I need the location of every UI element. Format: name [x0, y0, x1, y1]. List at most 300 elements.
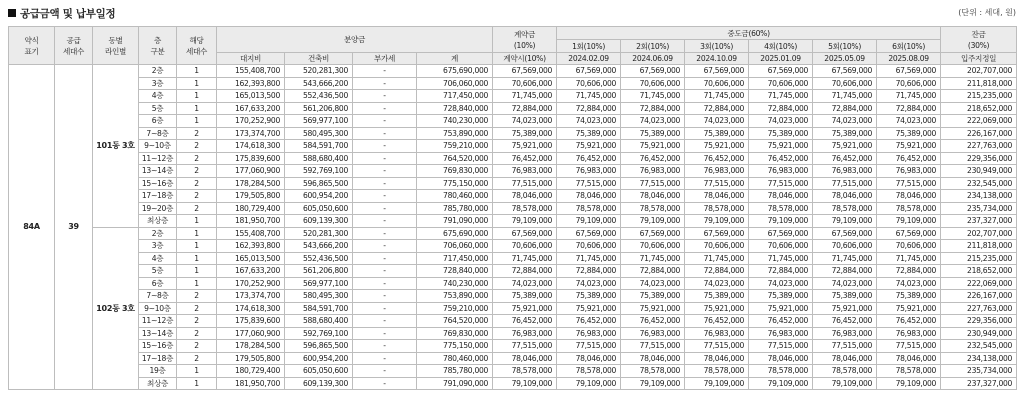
households-cell: 1	[177, 277, 217, 290]
mid-4-cell: 67,569,000	[749, 227, 813, 240]
mid-5-cell: 75,921,000	[813, 140, 877, 153]
mid-2-cell: 78,578,000	[621, 365, 685, 378]
square-bullet-icon	[8, 9, 16, 17]
mid-5-cell: 72,884,000	[813, 102, 877, 115]
header-contract-line1: 계약금	[513, 29, 536, 39]
header-supply-count	[55, 27, 93, 65]
header-line-line1: 동별	[108, 35, 123, 45]
mid-2-cell: 75,389,000	[621, 127, 685, 140]
mid-2-cell: 70,606,000	[621, 77, 685, 90]
contract-cell: 71,745,000	[493, 252, 557, 265]
contract-cell: 77,515,000	[493, 177, 557, 190]
mid-1-cell: 77,515,000	[557, 177, 621, 190]
building-cell: 561,206,800	[285, 102, 353, 115]
floor-cell: 5층	[139, 102, 177, 115]
balance-cell: 218,652,000	[941, 102, 1017, 115]
mid-2-cell: 77,515,000	[621, 177, 685, 190]
vat-cell: -	[353, 240, 417, 253]
total-cell: 759,210,000	[417, 140, 493, 153]
vat-cell: -	[353, 77, 417, 90]
mid-5-cell: 79,109,000	[813, 215, 877, 228]
building-cell: 600,954,200	[285, 190, 353, 203]
building-cell: 520,281,300	[285, 65, 353, 78]
mid-4-cell: 67,569,000	[749, 65, 813, 78]
header-contract-line2: (10%)	[513, 40, 536, 50]
mid-3-cell: 78,578,000	[685, 202, 749, 215]
mid-6-cell: 77,515,000	[877, 340, 941, 353]
mid-3-cell: 75,921,000	[685, 302, 749, 315]
mid-2-cell: 79,109,000	[621, 215, 685, 228]
total-cell: 675,690,000	[417, 227, 493, 240]
header-floor	[139, 27, 177, 65]
header-type-line2: 표기	[24, 46, 39, 56]
mid-2-cell: 74,023,000	[621, 277, 685, 290]
contract-cell: 74,023,000	[493, 115, 557, 128]
mid-5-cell: 78,578,000	[813, 365, 877, 378]
title-bar	[8, 6, 1016, 22]
mid-3-cell: 75,389,000	[685, 290, 749, 303]
floor-cell: 3층	[139, 77, 177, 90]
floor-cell: 9~10층	[139, 140, 177, 153]
total-cell: 769,830,000	[417, 327, 493, 340]
floor-cell: 최상층	[139, 215, 177, 228]
mid-6-cell: 78,046,000	[877, 352, 941, 365]
total-cell: 717,450,000	[417, 90, 493, 103]
floor-cell: 6층	[139, 115, 177, 128]
building-cell: 605,050,600	[285, 202, 353, 215]
households-cell: 2	[177, 290, 217, 303]
mid-5-cell: 77,515,000	[813, 340, 877, 353]
mid-1-cell: 70,606,000	[557, 77, 621, 90]
households-cell: 1	[177, 77, 217, 90]
mid-4-cell: 78,578,000	[749, 365, 813, 378]
mid-6-cell: 76,983,000	[877, 165, 941, 178]
mid-4-cell: 78,046,000	[749, 190, 813, 203]
mid-3-cell: 77,515,000	[685, 340, 749, 353]
table-row	[9, 377, 1017, 390]
land-cell: 180,729,400	[217, 202, 285, 215]
contract-cell: 78,578,000	[493, 202, 557, 215]
mid-4-cell: 76,983,000	[749, 327, 813, 340]
land-cell: 178,284,500	[217, 177, 285, 190]
vat-cell: -	[353, 290, 417, 303]
table-row	[9, 265, 1017, 278]
header-households-line1: 해당	[189, 35, 204, 45]
total-cell: 769,830,000	[417, 165, 493, 178]
mid-5-cell: 77,515,000	[813, 177, 877, 190]
building-cell: 592,769,100	[285, 327, 353, 340]
households-cell: 1	[177, 252, 217, 265]
vat-cell: -	[353, 340, 417, 353]
vat-cell: -	[353, 140, 417, 153]
mid-5-cell: 75,921,000	[813, 302, 877, 315]
balance-cell: 227,763,000	[941, 302, 1017, 315]
vat-cell: -	[353, 352, 417, 365]
header-balance-line1: 잔금	[971, 29, 986, 39]
mid-5-cell: 78,046,000	[813, 190, 877, 203]
contract-cell: 76,452,000	[493, 152, 557, 165]
floor-cell: 11~12층	[139, 315, 177, 328]
households-cell: 1	[177, 102, 217, 115]
table-row	[9, 102, 1017, 115]
mid-6-cell: 78,046,000	[877, 190, 941, 203]
building-cell: 592,769,100	[285, 165, 353, 178]
table-row	[9, 165, 1017, 178]
mid-5-cell: 76,983,000	[813, 327, 877, 340]
mid-4-cell: 71,745,000	[749, 90, 813, 103]
mid-1-cell: 76,983,000	[557, 327, 621, 340]
mid-2-cell: 76,452,000	[621, 152, 685, 165]
floor-cell: 15~16층	[139, 340, 177, 353]
mid-5-cell: 76,452,000	[813, 315, 877, 328]
balance-cell: 232,545,000	[941, 340, 1017, 353]
mid-2-cell: 76,983,000	[621, 165, 685, 178]
mid-3-cell: 76,452,000	[685, 152, 749, 165]
table-row	[9, 177, 1017, 190]
building-cell: 588,680,400	[285, 152, 353, 165]
table-row	[9, 315, 1017, 328]
households-cell: 2	[177, 177, 217, 190]
mid-3-cell: 75,921,000	[685, 140, 749, 153]
mid-6-cell: 77,515,000	[877, 177, 941, 190]
contract-cell: 78,046,000	[493, 352, 557, 365]
floor-cell: 4층	[139, 90, 177, 103]
mid-2-cell: 72,884,000	[621, 102, 685, 115]
contract-cell: 75,921,000	[493, 140, 557, 153]
total-cell: 728,840,000	[417, 265, 493, 278]
mid-4-cell: 79,109,000	[749, 215, 813, 228]
balance-cell: 215,235,000	[941, 90, 1017, 103]
balance-cell: 234,138,000	[941, 352, 1017, 365]
total-cell: 775,150,000	[417, 177, 493, 190]
total-cell: 706,060,000	[417, 77, 493, 90]
balance-cell: 222,069,000	[941, 277, 1017, 290]
households-cell: 2	[177, 152, 217, 165]
total-cell: 753,890,000	[417, 127, 493, 140]
total-cell: 675,690,000	[417, 65, 493, 78]
header-vat: 부가세	[353, 53, 417, 65]
table-row	[9, 140, 1017, 153]
building-cell: 552,436,500	[285, 90, 353, 103]
land-cell: 179,505,800	[217, 190, 285, 203]
households-cell: 2	[177, 165, 217, 178]
mid-4-cell: 70,606,000	[749, 240, 813, 253]
contract-cell: 79,109,000	[493, 215, 557, 228]
land-cell: 174,618,300	[217, 302, 285, 315]
vat-cell: -	[353, 127, 417, 140]
mid-3-cell: 74,023,000	[685, 115, 749, 128]
households-cell: 2	[177, 190, 217, 203]
page-title	[8, 6, 115, 21]
total-cell: 717,450,000	[417, 252, 493, 265]
land-cell: 175,839,600	[217, 315, 285, 328]
balance-cell: 230,949,000	[941, 327, 1017, 340]
total-cell: 764,520,000	[417, 152, 493, 165]
mid-3-cell: 79,109,000	[685, 215, 749, 228]
mid-1-cell: 79,109,000	[557, 377, 621, 390]
table-row	[9, 115, 1017, 128]
mid-3-cell: 79,109,000	[685, 377, 749, 390]
dong-line-label: 102동 3호	[93, 227, 139, 390]
mid-1-cell: 78,578,000	[557, 202, 621, 215]
mid-4-cell: 74,023,000	[749, 277, 813, 290]
floor-cell: 5층	[139, 265, 177, 278]
dong-line-label: 101동 3호	[93, 65, 139, 228]
mid-6-cell: 74,023,000	[877, 115, 941, 128]
total-cell: 791,090,000	[417, 215, 493, 228]
mid-6-cell: 70,606,000	[877, 77, 941, 90]
mid-4-cell: 77,515,000	[749, 340, 813, 353]
balance-cell: 215,235,000	[941, 252, 1017, 265]
balance-cell: 226,167,000	[941, 127, 1017, 140]
mid-6-cell: 78,578,000	[877, 202, 941, 215]
balance-cell: 218,652,000	[941, 265, 1017, 278]
mid-1-cell: 79,109,000	[557, 215, 621, 228]
mid-1-cell: 67,569,000	[557, 65, 621, 78]
mid-3-cell: 78,046,000	[685, 352, 749, 365]
contract-cell: 79,109,000	[493, 377, 557, 390]
table-row	[9, 202, 1017, 215]
mid-5-cell: 75,389,000	[813, 290, 877, 303]
mid-1-cell: 78,046,000	[557, 190, 621, 203]
table-row	[9, 277, 1017, 290]
land-cell: 170,252,900	[217, 115, 285, 128]
mid-2-cell: 78,578,000	[621, 202, 685, 215]
mid-2-cell: 67,569,000	[621, 227, 685, 240]
total-cell: 740,230,000	[417, 115, 493, 128]
land-cell: 167,633,200	[217, 265, 285, 278]
table-row	[9, 127, 1017, 140]
mid-5-cell: 76,452,000	[813, 152, 877, 165]
vat-cell: -	[353, 277, 417, 290]
contract-cell: 78,578,000	[493, 365, 557, 378]
land-cell: 173,374,700	[217, 290, 285, 303]
mid-1-cell: 75,921,000	[557, 140, 621, 153]
households-cell: 1	[177, 240, 217, 253]
contract-cell: 77,515,000	[493, 340, 557, 353]
mid-5-cell: 78,578,000	[813, 202, 877, 215]
mid-6-cell: 79,109,000	[877, 377, 941, 390]
total-cell: 785,780,000	[417, 202, 493, 215]
page-title-text: 공급금액 및 납부일정	[20, 8, 116, 20]
mid-2-cell: 76,452,000	[621, 315, 685, 328]
land-cell: 179,505,800	[217, 352, 285, 365]
mid-3-cell: 70,606,000	[685, 240, 749, 253]
vat-cell: -	[353, 227, 417, 240]
households-cell: 2	[177, 352, 217, 365]
mid-2-cell: 75,921,000	[621, 140, 685, 153]
building-cell: 520,281,300	[285, 227, 353, 240]
table-row	[9, 340, 1017, 353]
mid-6-cell: 74,023,000	[877, 277, 941, 290]
mid-4-cell: 79,109,000	[749, 377, 813, 390]
mid-1-cell: 74,023,000	[557, 277, 621, 290]
mid-2-cell: 75,921,000	[621, 302, 685, 315]
header-mid-date-6: 2025.08.09	[877, 53, 941, 65]
header-mid-date-4: 2025.01.09	[749, 53, 813, 65]
floor-cell: 19층	[139, 365, 177, 378]
mid-3-cell: 67,569,000	[685, 227, 749, 240]
building-cell: 584,591,700	[285, 140, 353, 153]
households-cell: 2	[177, 302, 217, 315]
table-row	[9, 352, 1017, 365]
vat-cell: -	[353, 102, 417, 115]
mid-3-cell: 72,884,000	[685, 265, 749, 278]
mid-5-cell: 67,569,000	[813, 227, 877, 240]
header-land: 대지비	[217, 53, 285, 65]
mid-2-cell: 79,109,000	[621, 377, 685, 390]
header-contract-sub: 계약시(10%)	[493, 53, 557, 65]
table-row	[9, 90, 1017, 103]
mid-6-cell: 72,884,000	[877, 265, 941, 278]
table-row	[9, 302, 1017, 315]
floor-cell: 2층	[139, 65, 177, 78]
floor-cell: 13~14층	[139, 327, 177, 340]
header-mid-round-3: 3회(10%)	[685, 40, 749, 53]
header-type-line1: 약식	[24, 35, 39, 45]
balance-cell: 235,734,000	[941, 365, 1017, 378]
balance-cell: 237,327,000	[941, 215, 1017, 228]
balance-cell: 202,707,000	[941, 227, 1017, 240]
header-floor-line2: 구분	[150, 46, 165, 56]
mid-1-cell: 75,921,000	[557, 302, 621, 315]
land-cell: 178,284,500	[217, 340, 285, 353]
building-cell: 609,139,300	[285, 377, 353, 390]
mid-2-cell: 74,023,000	[621, 115, 685, 128]
households-cell: 1	[177, 90, 217, 103]
table-row	[9, 290, 1017, 303]
building-cell: 605,050,600	[285, 365, 353, 378]
mid-3-cell: 77,515,000	[685, 177, 749, 190]
mid-1-cell: 70,606,000	[557, 240, 621, 253]
mid-5-cell: 67,569,000	[813, 65, 877, 78]
price-schedule-table	[8, 26, 1017, 390]
mid-2-cell: 76,983,000	[621, 327, 685, 340]
mid-5-cell: 72,884,000	[813, 265, 877, 278]
table-row	[9, 240, 1017, 253]
header-mid-round-5: 5회(10%)	[813, 40, 877, 53]
header-balance	[941, 27, 1017, 53]
land-cell: 165,013,500	[217, 90, 285, 103]
land-cell: 181,950,700	[217, 377, 285, 390]
balance-cell: 211,818,000	[941, 240, 1017, 253]
contract-cell: 76,983,000	[493, 327, 557, 340]
land-cell: 174,618,300	[217, 140, 285, 153]
header-mid-date-2: 2024.06.09	[621, 53, 685, 65]
mid-6-cell: 76,983,000	[877, 327, 941, 340]
land-cell: 165,013,500	[217, 252, 285, 265]
land-cell: 162,393,800	[217, 240, 285, 253]
mid-2-cell: 71,745,000	[621, 252, 685, 265]
balance-cell: 211,818,000	[941, 77, 1017, 90]
mid-3-cell: 76,983,000	[685, 165, 749, 178]
table-row	[9, 365, 1017, 378]
floor-cell: 2층	[139, 227, 177, 240]
land-cell: 155,408,700	[217, 65, 285, 78]
households-cell: 1	[177, 265, 217, 278]
balance-cell: 202,707,000	[941, 65, 1017, 78]
floor-cell: 7~8층	[139, 127, 177, 140]
header-mid-round-4: 4회(10%)	[749, 40, 813, 53]
mid-5-cell: 70,606,000	[813, 77, 877, 90]
households-cell: 1	[177, 65, 217, 78]
total-cell: 791,090,000	[417, 377, 493, 390]
vat-cell: -	[353, 365, 417, 378]
total-cell: 740,230,000	[417, 277, 493, 290]
mid-4-cell: 72,884,000	[749, 102, 813, 115]
contract-cell: 67,569,000	[493, 65, 557, 78]
vat-cell: -	[353, 115, 417, 128]
header-mid-date-3: 2024.10.09	[685, 53, 749, 65]
building-cell: 580,495,300	[285, 127, 353, 140]
mid-3-cell: 75,389,000	[685, 127, 749, 140]
land-cell: 162,393,800	[217, 77, 285, 90]
header-building: 건축비	[285, 53, 353, 65]
balance-cell: 226,167,000	[941, 290, 1017, 303]
households-cell: 2	[177, 340, 217, 353]
mid-4-cell: 75,389,000	[749, 127, 813, 140]
mid-6-cell: 70,606,000	[877, 240, 941, 253]
mid-1-cell: 77,515,000	[557, 340, 621, 353]
mid-1-cell: 71,745,000	[557, 252, 621, 265]
mid-6-cell: 79,109,000	[877, 215, 941, 228]
balance-cell: 227,763,000	[941, 140, 1017, 153]
mid-6-cell: 75,389,000	[877, 290, 941, 303]
floor-cell: 최상층	[139, 377, 177, 390]
floor-cell: 3층	[139, 240, 177, 253]
contract-cell: 67,569,000	[493, 227, 557, 240]
vat-cell: -	[353, 327, 417, 340]
floor-cell: 19~20층	[139, 202, 177, 215]
header-balance-line2: (30%)	[967, 40, 990, 50]
mid-4-cell: 75,389,000	[749, 290, 813, 303]
mid-2-cell: 71,745,000	[621, 90, 685, 103]
mid-1-cell: 76,983,000	[557, 165, 621, 178]
mid-1-cell: 76,452,000	[557, 152, 621, 165]
mid-4-cell: 70,606,000	[749, 77, 813, 90]
header-mid-round-2: 2회(10%)	[621, 40, 685, 53]
vat-cell: -	[353, 302, 417, 315]
households-cell: 1	[177, 215, 217, 228]
mid-2-cell: 77,515,000	[621, 340, 685, 353]
contract-cell: 71,745,000	[493, 90, 557, 103]
building-cell: 600,954,200	[285, 352, 353, 365]
building-cell: 596,865,500	[285, 177, 353, 190]
floor-cell: 17~18층	[139, 190, 177, 203]
mid-3-cell: 78,046,000	[685, 190, 749, 203]
vat-cell: -	[353, 377, 417, 390]
households-cell: 2	[177, 140, 217, 153]
mid-1-cell: 75,389,000	[557, 290, 621, 303]
balance-cell: 229,356,000	[941, 152, 1017, 165]
mid-1-cell: 72,884,000	[557, 102, 621, 115]
building-cell: 561,206,800	[285, 265, 353, 278]
total-cell: 780,460,000	[417, 190, 493, 203]
land-cell: 175,839,600	[217, 152, 285, 165]
table-body	[9, 65, 1017, 390]
floor-cell: 4층	[139, 252, 177, 265]
mid-3-cell: 78,578,000	[685, 365, 749, 378]
total-cell: 728,840,000	[417, 102, 493, 115]
mid-3-cell: 72,884,000	[685, 102, 749, 115]
mid-4-cell: 76,452,000	[749, 315, 813, 328]
header-total: 계	[417, 53, 493, 65]
contract-cell: 70,606,000	[493, 77, 557, 90]
mid-5-cell: 71,745,000	[813, 252, 877, 265]
header-households	[177, 27, 217, 65]
mid-4-cell: 74,023,000	[749, 115, 813, 128]
contract-cell: 74,023,000	[493, 277, 557, 290]
